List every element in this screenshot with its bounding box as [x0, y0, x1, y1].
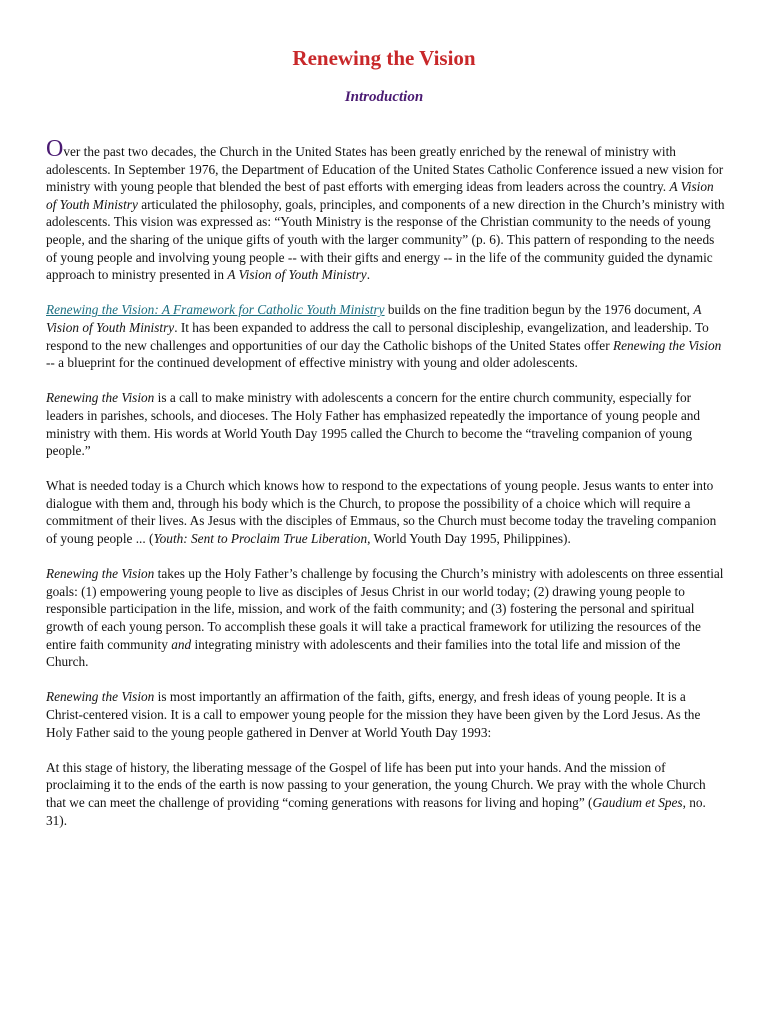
emphasis: and [171, 636, 192, 652]
book-title: Renewing the Vision [46, 390, 155, 406]
paragraph-text: takes up the Holy Father’s challenge by focusing the Church’s ministry with adolescents on three essential goals: (1) empowering young people to live as disciples of Jesus Christ in our world today; (2) drawing young people to responsible participation in the life, mission, and work of the faith community; and (3) fostering the personal and spiritual growth of each young person. To accomplish these goals it will take a practical framework for utilizing the resources of the entire faith community [46, 566, 724, 652]
paragraph-1 [46, 136, 726, 284]
book-title: Gaudium et Spes [592, 794, 683, 810]
paragraph-text: -- a blueprint for the continued development of effective ministry with young and older adolescents. [46, 355, 578, 371]
paragraph-text: ver the past two decades, the Church in the United States has been greatly enriched by the renewal of ministry with adolescents. In September 1976, the Department of Education of the United States Catholic Conference issued a new vision for ministry with young people that blended the best of past efforts with emerging ideas from leaders across the country. [46, 144, 724, 195]
paragraph-text: is a call to make ministry with adolescents a concern for the entire church community, especially for leaders in parishes, schools, and dioceses. The Holy Father has emphasized repeatedly the importance of young people and ministry with them. His words at World Youth Day 1995 called the Church to become the “traveling companion of young people.” [46, 390, 701, 459]
book-title: A Vision of Youth Ministry [46, 179, 714, 212]
book-title: Youth: Sent to Proclaim True Liberation [153, 531, 368, 547]
paragraph-5 [46, 565, 726, 671]
paragraph-text: builds on the fine tradition begun by the 1976 document, [384, 302, 694, 318]
framework-link[interactable]: Renewing the Vision: A Framework for Catholic Youth Ministry [46, 302, 385, 318]
paragraph-6 [46, 688, 726, 741]
drop-cap: O [46, 136, 64, 162]
section-heading: Introduction [344, 89, 424, 105]
paragraph-text: . [366, 267, 371, 283]
paragraph-7 [46, 759, 726, 829]
paragraph-text: , World Youth Day 1995, Philippines). [367, 531, 571, 547]
body-text [46, 136, 726, 847]
paragraph-text: articulated the philosophy, goals, principles, and components of a new direction in the Church’s ministry with adolescents. This vision was expressed as: “Youth Ministry is the response of the Christian community to the needs of young people, and the sharing of the unique gifts of youth with the larger community” (p. 6). This pattern of responding to the needs of young people and involving young people -- with their gifts and energy -- in the life of the community guided the dynamic approach to ministry presented in [46, 196, 725, 283]
paragraph-text: is most importantly an affirmation of the faith, gifts, energy, and fresh ideas of young people. It is a Christ-centered vision. It is a call to empower young people for the mission they have been given by the Lord Jesus. As the Holy Father said to the young people gathered in Denver at World Youth Day 1993: [46, 689, 701, 740]
paragraph-4 [46, 477, 726, 547]
paragraph-text: , no. 31). [46, 794, 706, 828]
book-title: Renewing the Vision [612, 337, 722, 353]
paragraph-text: . It has been expanded to address the call to personal discipleship, evangelization, and leadership. To respond to the new challenges and opportunities of our day the Catholic bishops of the United States offer [46, 319, 709, 353]
paragraph-text: integrating ministry with adolescents and their families into the total life and mission of the Church. [46, 636, 681, 670]
book-title: A Vision of Youth Ministry [227, 267, 367, 283]
paragraph-text: At this stage of history, the liberating message of the Gospel of life has been put into your hands. And the mission of proclaiming it to the ends of the earth is now passing to your generation, the young Church. We pray with the whole Church that we can meet the challenge of providing “coming generations with reasons for living and hoping” ( [46, 759, 706, 810]
page-title: Renewing the Vision [292, 46, 476, 70]
book-title: Renewing the Vision [46, 689, 155, 705]
paragraph-text: What is needed today is a Church which knows how to respond to the expectations of young people. Jesus wants to enter into dialogue with them and, through his body which is the Church, to propose the possibility of a choice which will require a commitment of their lives. As Jesus with the disciples of Emmaus, so the Church must become today the traveling companion of young people ... ( [46, 478, 717, 547]
paragraph-2 [46, 301, 726, 371]
paragraph-3 [46, 389, 726, 459]
book-title: Renewing the Vision [46, 566, 155, 582]
book-title: A Vision of Youth Ministry [46, 302, 702, 335]
